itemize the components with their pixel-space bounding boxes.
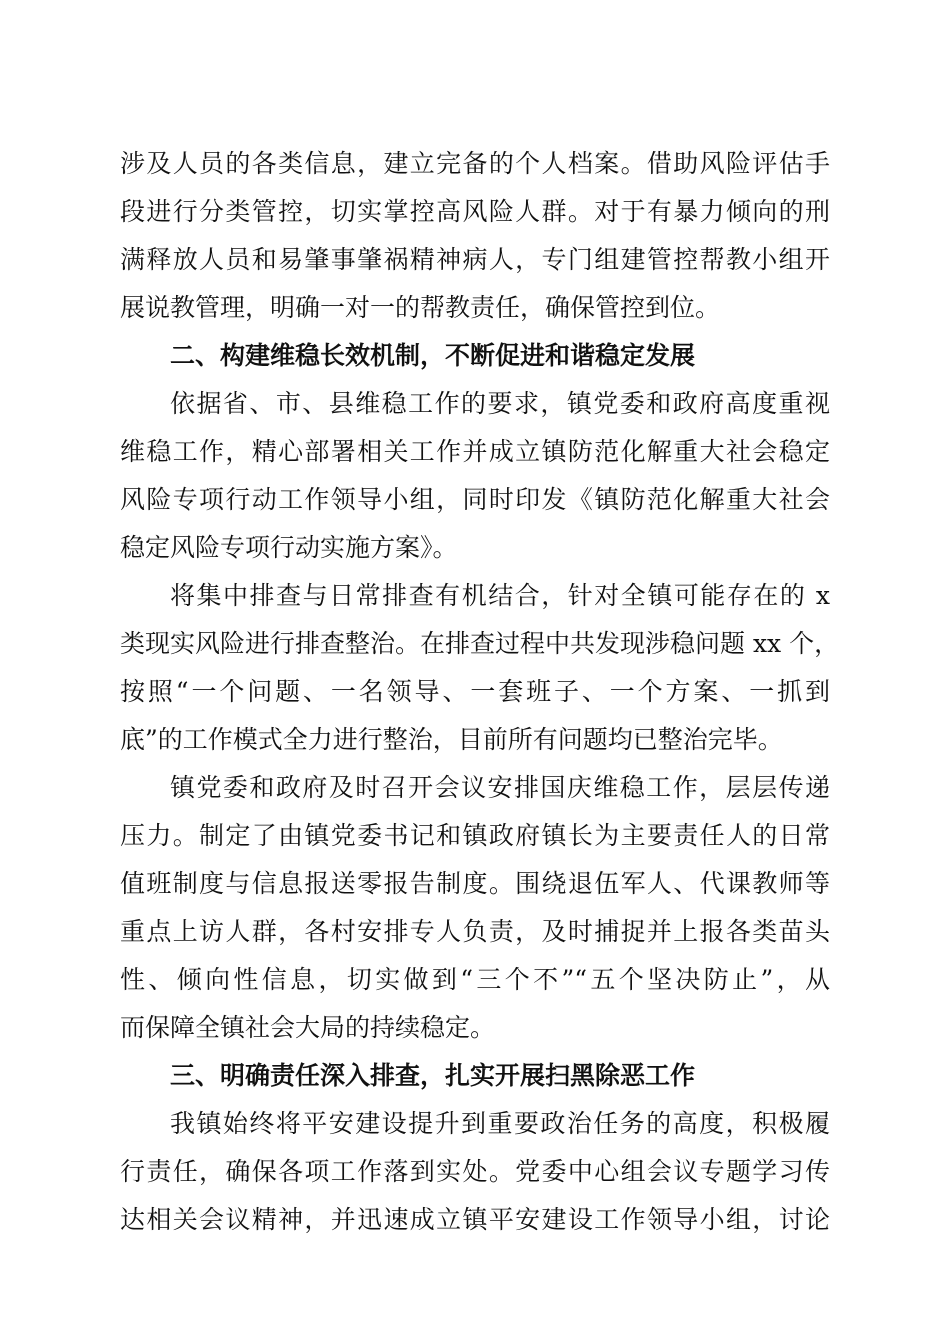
section-heading-3: 三、明确责任深入排查，扎实开展扫黑除恶工作 — [170, 1061, 696, 1090]
text-line: 达相关会议精神，并迅速成立镇平安建设工作领导小组，讨论 — [120, 1205, 830, 1234]
text-line: 而保障全镇社会大局的持续稳定。 — [120, 1013, 496, 1042]
text-line: 底”的工作模式全力进行整治，目前所有问题均已整治完毕。 — [120, 725, 783, 754]
text-line: 我镇始终将平安建设提升到重要政治任务的高度，积极履 — [170, 1109, 830, 1138]
text-line: 行责任，确保各项工作落到实处。党委中心组会议专题学习传 — [120, 1157, 830, 1186]
text-line: 依据省、市、县维稳工作的要求，镇党委和政府高度重视 — [170, 389, 830, 418]
paragraph-4 — [120, 764, 830, 1052]
text-line: 压力。制定了由镇党委书记和镇政府镇长为主要责任人的日常 — [120, 821, 830, 850]
document-body — [120, 140, 840, 1244]
paragraph-1 — [120, 140, 830, 332]
text-line: 重点上访人群，各村安排专人负责，及时捕捉并上报各类苗头 — [120, 917, 830, 946]
text-line: 性、倾向性信息，切实做到“三个不”“五个坚决防止”，从 — [120, 965, 830, 994]
text-line: 满释放人员和易肇事肇祸精神病人，专门组建管控帮教小组开 — [120, 245, 830, 274]
text-line: 风险专项行动工作领导小组，同时印发《镇防范化解重大社会 — [120, 485, 830, 514]
text-line: 将集中排查与日常排查有机结合，针对全镇可能存在的 x — [170, 581, 830, 610]
paragraph-5 — [120, 1100, 830, 1244]
text-line: 涉及人员的各类信息，建立完备的个人档案。借助风险评估手 — [120, 149, 830, 178]
text-line: 类现实风险进行排查整治。在排查过程中共发现涉稳问题 xx 个， — [120, 629, 840, 658]
text-line: 维稳工作，精心部署相关工作并成立镇防范化解重大社会稳定 — [120, 437, 830, 466]
text-line: 值班制度与信息报送零报告制度。围绕退伍军人、代课教师等 — [120, 869, 830, 898]
text-line: 稳定风险专项行动实施方案》。 — [120, 533, 458, 562]
text-line: 镇党委和政府及时召开会议安排国庆维稳工作，层层传递 — [170, 773, 830, 802]
paragraph-3 — [120, 572, 840, 764]
text-line: 按照“一个问题、一名领导、一套班子、一个方案、一抓到 — [120, 677, 830, 706]
paragraph-2 — [120, 380, 830, 572]
text-line: 展说教管理，明确一对一的帮教责任，确保管控到位。 — [120, 293, 721, 322]
text-line: 段进行分类管控，切实掌控高风险人群。对于有暴力倾向的刑 — [120, 197, 830, 226]
section-heading-2: 二、构建维稳长效机制，不断促进和谐稳定发展 — [170, 341, 696, 370]
